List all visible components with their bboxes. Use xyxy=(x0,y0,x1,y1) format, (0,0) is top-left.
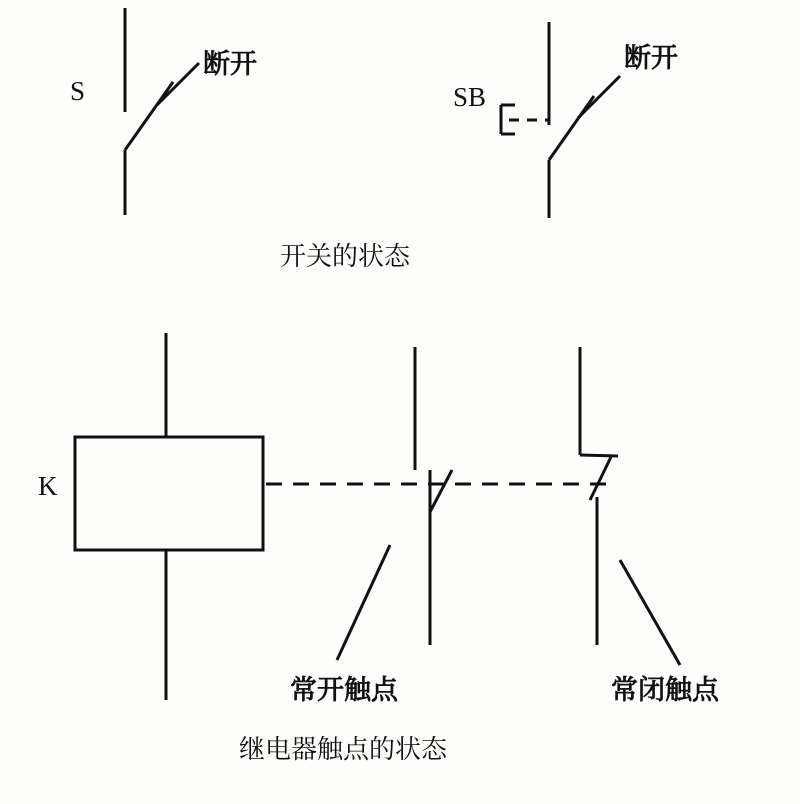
contact-nc-bridge xyxy=(590,457,611,500)
bottom-caption: 继电器触点的状态 xyxy=(239,735,448,764)
relay-coil-group xyxy=(75,333,263,700)
switch-s-state-label: 断开 xyxy=(203,49,257,79)
contact-nc-blade xyxy=(580,455,618,456)
button-sb-state-label: 断开 xyxy=(624,43,678,73)
button-sb-blade xyxy=(549,96,594,160)
switch-s-group xyxy=(125,8,199,215)
contact-no-leader-line xyxy=(337,545,390,660)
contact-nc-group xyxy=(580,347,680,665)
contact-no-label: 常开触点 xyxy=(290,675,398,705)
button-sb-leader-line xyxy=(578,76,620,118)
contact-nc-leader-line xyxy=(620,560,680,665)
switch-s-blade xyxy=(125,82,173,150)
switch-s-label: S xyxy=(70,76,86,106)
contact-no-blade xyxy=(430,470,452,512)
relay-coil-label: K xyxy=(38,471,58,501)
contact-nc-label: 常闭触点 xyxy=(611,675,719,705)
contact-no-group xyxy=(337,347,452,660)
top-caption: 开关的状态 xyxy=(280,242,411,271)
relay-coil-box xyxy=(75,437,263,550)
button-sb-group xyxy=(501,22,620,218)
switch-s-leader-line xyxy=(157,63,199,105)
button-sb-label: SB xyxy=(453,82,487,112)
